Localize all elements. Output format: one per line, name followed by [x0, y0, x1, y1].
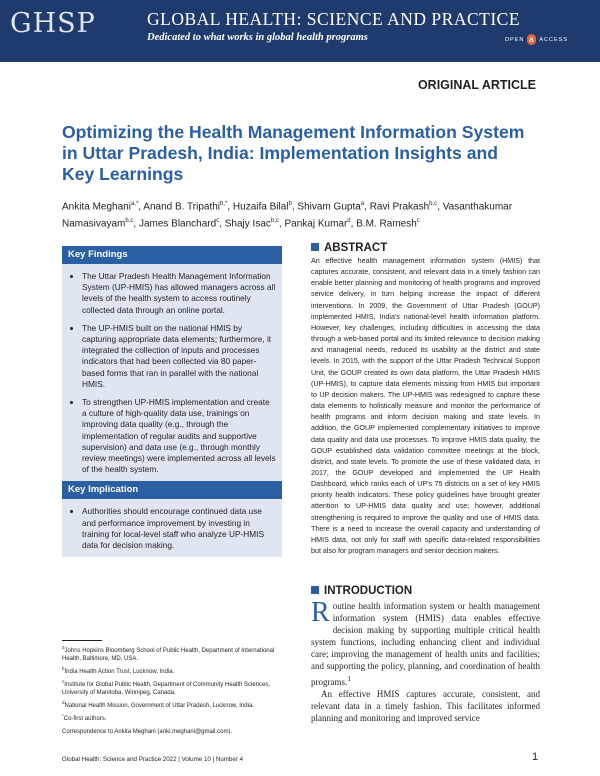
author-affiliation: b,c — [125, 218, 134, 225]
author-separator: , — [278, 218, 285, 230]
key-implication-heading: Key Implication — [62, 481, 282, 499]
author-name: James Blanchard — [138, 218, 217, 230]
introduction-body — [311, 597, 540, 724]
footnotes — [62, 644, 292, 738]
page-number: 1 — [532, 751, 539, 763]
journal-header — [0, 0, 600, 62]
footnote-text: Johns Hopkins Bloomberg School of Public Health, Department of International Health, Baltimore, MD, USA. — [62, 648, 275, 662]
author-separator: , — [138, 201, 144, 213]
key-findings-list — [62, 264, 282, 481]
author-affiliation: b — [288, 201, 292, 207]
journal-title: GLOBAL HEALTH: SCIENCE AND PRACTICE — [147, 9, 521, 29]
citation-ref: 1 — [347, 673, 351, 683]
footnote — [62, 665, 292, 676]
introduction-heading-text: INTRODUCTION — [324, 585, 413, 597]
open-access-left: OPEN — [504, 36, 525, 43]
abstract-heading — [311, 242, 387, 254]
author-affiliation: a — [360, 201, 365, 207]
author-name: Shivam Gupta — [297, 201, 361, 213]
author-name: Ankita Meghani — [62, 201, 131, 213]
footnote — [62, 644, 292, 663]
footnote-text: Co-first authors. — [63, 716, 107, 722]
author-name: Vasanthakumar Namasivayam — [62, 201, 513, 230]
footnote-text: Institute for Global Public Health, Department of Community Health Sciences, University of Manitoba, Winnipeg, Canada. — [62, 682, 271, 696]
intro-paragraph-2: An effective HMIS captures accurate, consistent, and relevant data in a timely fashion. This facilitates informed planning and monitoring and improved service — [311, 688, 540, 723]
key-finding-item: • To strengthen UP-HMIS implementation and create a culture of high-quality data use, trainings on improving data quality (e.g., through the implementation of regular audits and supportive supervision) and data use (e.g., through monthly review meetings) were implemented across all levels of the health system. — [82, 397, 276, 475]
author-name: Ravi Prakash — [369, 201, 430, 213]
intro-paragraph-1: outine health information system or health management information system (HMIS) data enables effective decision making by supporting multiple critical health system functions, including enhancing client and individual care; improving the management of health units and facilities; and supporting the policy, planning, and coordination of health programs. — [311, 601, 540, 687]
footnote — [62, 699, 292, 710]
author-affiliation: b,c — [270, 218, 279, 225]
author-name: Pankaj Kumar — [284, 218, 348, 230]
author-name: Shajy Isac — [224, 218, 271, 230]
footnote — [62, 725, 292, 736]
article-title: Optimizing the Health Management Information System in Uttar Pradesh, India: Implementation Insights and Key Learnings — [62, 122, 525, 184]
footnote-text: India Health Action Trust, Lucknow, India. — [64, 669, 175, 675]
author-name: B.M. Ramesh — [356, 218, 417, 230]
author-affiliation: c — [216, 218, 220, 225]
author-separator: , — [219, 218, 225, 230]
footnote-mark: * — [62, 713, 64, 718]
key-finding-item: • The Uttar Pradesh Health Management Information System (UP-HMIS) has allowed managers across all levels of the health system to access routinely collected data through an online portal. — [82, 271, 276, 316]
open-access-icon: a — [529, 35, 535, 44]
page-footer-citation: Global Health: Science and Practice 2022 | Volume 10 | Number 4 — [62, 756, 244, 763]
author-name: Anand B. Tripathi — [143, 201, 221, 213]
footnote-rule — [62, 640, 102, 641]
abstract-text: An effective health management information system (HMIS) that captures accurate, consistent, and relevant data in a timely fashion can enable better planning and monitoring of health programs and improved service delivery, in turn helping increase the impact of different interventions. In 2009, the Government of Uttar Pradesh (GOUP) implemented HMIS, India's national-level health information platform. However, key challenges, including difficulties in accessing the data through a web-based portal and its limited relevance to decision making and managerial needs, reduced its usability at the district and state levels. In 2015, with the support of the Uttar Pradesh Technical Support Unit, the GOUP created its own data platform, the Uttar Pradesh HMIS (UP-HMIS), to capture data elements missing from HMIS but important to UP decision makers. The UP-HMIS was redesigned to capture these data elements to holistically measure and monitor the performance of health programs and inform decision making and state levels. In addition, the GOUP implemented complementary initiatives to improve data quality and data use processes. To improve HMIS data quality, the GOUP established data validation committee meetings at the block, district, and state levels. To promote the use of these validated data, in 2017, the GOUP developed and implemented the UP Health Dashboard, which ranks each of UP's 75 districts on a set of key HMIS priority health indicators. These policy guidelines have brought greater attention to UP-HMIS data quality and use; however, additional strengthening is required to improve the quality and use of HMIS data. There is a need to increase the overall capacity and understanding of HMIS data, not only for staff with specific data-related responsibilities but also for program managers and senior decision makers. — [311, 257, 540, 556]
author-separator: , — [133, 218, 139, 230]
footnote — [62, 678, 292, 697]
footnote-mark: d — [62, 700, 65, 705]
author-separator: , — [437, 201, 443, 213]
author-separator: , — [227, 201, 233, 213]
journal-tagline: Dedicated to what works in global health programs — [147, 32, 368, 43]
introduction-heading — [311, 585, 412, 597]
footnote — [62, 712, 292, 723]
open-access-right: ACCESS — [539, 36, 568, 43]
section-square-icon — [311, 586, 319, 594]
author-affiliation: b,* — [220, 201, 228, 207]
author-affiliation: c — [416, 218, 420, 225]
author-name: Huzaifa Bilal — [232, 201, 289, 213]
footnote-mark: a — [62, 645, 65, 650]
author-separator: , — [350, 218, 357, 230]
key-findings-box — [62, 246, 282, 557]
key-implication-list — [62, 499, 282, 557]
author-affiliation: b,c — [429, 201, 438, 207]
author-separator: , — [364, 201, 370, 213]
intro-paragraph — [311, 597, 540, 688]
journal-logo: GHSP — [10, 8, 96, 39]
footnote-mark: c — [62, 679, 65, 684]
section-square-icon — [311, 243, 319, 251]
author-affiliation: a,* — [130, 201, 139, 207]
footnote-text: Correspondence to Ankita Meghani (anki.meghani@gmail.com). — [62, 729, 233, 735]
footnote-text: National Health Mission, Government of Uttar Pradesh, Lucknow, India. — [64, 703, 254, 709]
footnote-mark: b — [62, 666, 65, 671]
author-separator: , — [291, 201, 298, 213]
author-list — [62, 197, 562, 232]
author-affiliation: d — [347, 218, 351, 225]
key-findings-heading: Key Findings — [62, 246, 282, 264]
drop-cap: R — [311, 597, 330, 628]
key-finding-item: • The UP-HMIS built on the national HMIS by capturing appropriate data elements; furthermore, it integrated the collection of inputs and processes indicators that had been collected via 80 paper-based forms that ran in parallel with the national HMIS. — [82, 323, 276, 390]
article-type-label: ORIGINAL ARTICLE — [417, 78, 536, 92]
abstract-heading-text: ABSTRACT — [324, 242, 388, 254]
key-implication-item: • Authorities should encourage continued data use and performance improvement by investing in training for local-level staff who analyze UP-HMIS data for decision making. — [82, 506, 276, 551]
open-access-badge — [505, 34, 568, 45]
